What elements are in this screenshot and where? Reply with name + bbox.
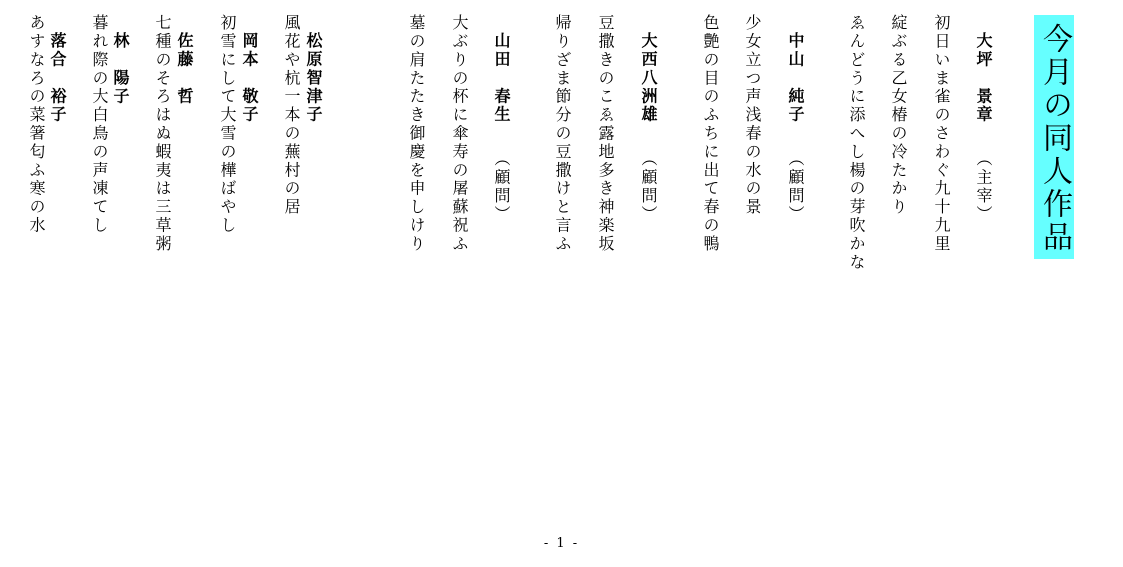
author-role: （主宰）	[974, 150, 993, 224]
author-name-column	[46, 32, 68, 124]
author-name: 落合 裕子	[48, 32, 67, 124]
haiku-line: 初雪にして大雪の樺ばやし	[218, 14, 237, 235]
haiku-line: 色艶の目のふちに出て春の鴨	[701, 14, 720, 254]
author-name: 岡本 敬子	[240, 32, 259, 124]
haiku-line: 風花や杭一本の蕪村の居	[282, 14, 301, 217]
haiku-line: 大ぶりの杯に傘寿の屠蘇祝ふ	[450, 14, 469, 254]
author-name: 佐藤 哲	[175, 32, 194, 106]
haiku-line: 綻ぶる乙女椿の冷たかり	[889, 14, 908, 217]
author-name-column	[173, 32, 195, 106]
author-name-column	[490, 32, 512, 224]
haiku-line: 墓の肩たたき御慶を申しけり	[407, 14, 426, 254]
author-name: 中山 純子	[786, 32, 805, 124]
author-name-column	[972, 32, 994, 224]
haiku-line: あすなろの菜箸匂ふ寒の水	[27, 14, 46, 235]
haiku-line: 豆撒きのこゑ露地多き神楽坂	[596, 14, 615, 254]
haiku-line: ゑんどうに添へし楊の芽吹かな	[847, 14, 866, 272]
author-name: 山田 春生	[492, 32, 511, 124]
page-title: 今月の同人作品	[1034, 15, 1074, 259]
author-name-column	[238, 32, 260, 124]
author-name: 大坪 景章	[974, 32, 993, 124]
author-name: 松原智津子	[304, 32, 323, 124]
author-name-column	[637, 32, 659, 224]
page-number: - 1 -	[543, 536, 580, 551]
haiku-line: 帰りざま節分の豆撒けと言ふ	[553, 14, 572, 254]
haiku-line: 少女立つ声浅春の水の景	[743, 14, 762, 217]
author-name-column	[302, 32, 324, 124]
author-name: 大西八洲雄	[639, 32, 658, 124]
author-role: （顧問）	[786, 150, 805, 224]
author-role: （顧問）	[639, 150, 658, 224]
haiku-line: 暮れ際の大白鳥の声凍てし	[90, 14, 109, 235]
haiku-line: 七種のそろはぬ蝦夷は三草粥	[153, 14, 172, 254]
author-name-column	[784, 32, 806, 224]
author-role: （顧問）	[492, 150, 511, 224]
author-name-column	[109, 32, 131, 106]
author-name: 林 陽子	[111, 32, 130, 106]
haiku-line: 初日いま雀のさわぐ九十九里	[932, 14, 951, 254]
